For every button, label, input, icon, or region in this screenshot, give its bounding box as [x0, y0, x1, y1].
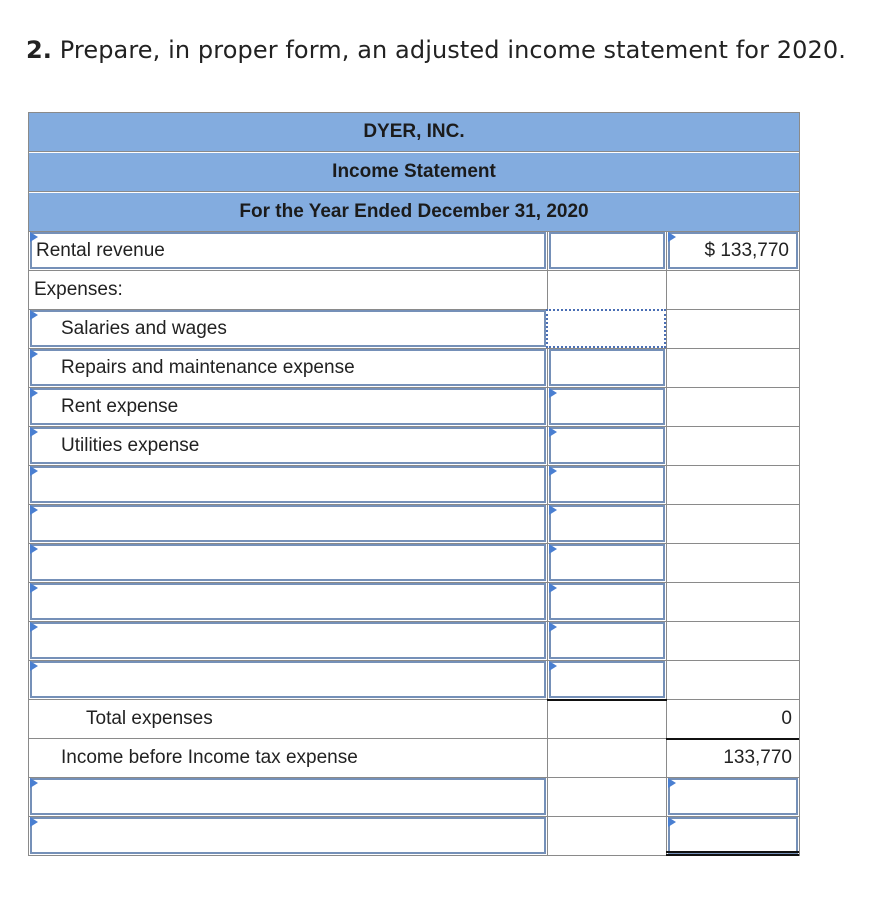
dropdown-marker-icon: [30, 817, 38, 827]
tax-expense-label-input[interactable]: [30, 778, 546, 815]
dropdown-marker-icon: [549, 505, 557, 515]
dropdown-marker-icon: [30, 622, 38, 632]
expense-amount-utilities-input[interactable]: [549, 427, 665, 464]
expense-label-blank-5[interactable]: [30, 622, 546, 659]
dropdown-marker-icon: [668, 817, 676, 827]
expense-amount-blank-5[interactable]: [549, 622, 665, 659]
expense-label-blank-3[interactable]: [30, 544, 546, 581]
expense-label-blank-6[interactable]: [30, 661, 546, 698]
dropdown-marker-icon: [30, 232, 38, 242]
net-income-label-input[interactable]: [30, 817, 546, 854]
question-number: 2.: [26, 36, 53, 64]
expense-amount-blank-3[interactable]: [549, 544, 665, 581]
expense-label-repairs[interactable]: Repairs and maintenance expense: [30, 349, 546, 386]
dropdown-marker-icon: [549, 622, 557, 632]
rental-revenue-label[interactable]: Rental revenue: [30, 232, 546, 269]
dropdown-marker-icon: [30, 349, 38, 359]
dropdown-marker-icon: [30, 466, 38, 476]
expenses-heading: Expenses:: [34, 279, 123, 300]
expense-amount-blank-2[interactable]: [549, 505, 665, 542]
total-expenses-label: Total expenses: [86, 708, 213, 729]
dropdown-marker-icon: [30, 388, 38, 398]
dropdown-marker-icon: [30, 778, 38, 788]
dropdown-marker-icon: [30, 427, 38, 437]
expense-amount-salaries-input[interactable]: [546, 309, 666, 348]
total-expenses-amount: 0: [781, 708, 792, 729]
statement-title: Income Statement: [29, 153, 799, 192]
income-before-tax-amount: 133,770: [723, 747, 792, 768]
expense-label-blank-4[interactable]: [30, 583, 546, 620]
expense-amount-repairs-input[interactable]: [549, 349, 665, 386]
expense-amount-blank-4[interactable]: [549, 583, 665, 620]
dropdown-marker-icon: [549, 466, 557, 476]
dropdown-marker-icon: [30, 544, 38, 554]
company-name: DYER, INC.: [29, 113, 799, 152]
expense-label-utilities[interactable]: Utilities expense: [30, 427, 546, 464]
tax-expense-amount-input[interactable]: [668, 778, 798, 815]
expense-label-rent[interactable]: Rent expense: [30, 388, 546, 425]
dropdown-marker-icon: [30, 310, 38, 320]
expense-amount-rent-input[interactable]: [549, 388, 665, 425]
expense-label-blank-1[interactable]: [30, 466, 546, 503]
dropdown-marker-icon: [30, 505, 38, 515]
question-prompt: [26, 36, 846, 64]
dropdown-marker-icon: [549, 388, 557, 398]
dropdown-marker-icon: [668, 778, 676, 788]
question-text: Prepare, in proper form, an adjusted income statement for 2020.: [59, 36, 846, 64]
net-income-amount-input[interactable]: [668, 817, 798, 854]
dropdown-marker-icon: [30, 661, 38, 671]
dropdown-marker-icon: [549, 427, 557, 437]
expense-label-blank-2[interactable]: [30, 505, 546, 542]
dropdown-marker-icon: [549, 583, 557, 593]
statement-period: For the Year Ended December 31, 2020: [29, 193, 799, 232]
dropdown-marker-icon: [30, 583, 38, 593]
expense-amount-blank-6[interactable]: [549, 661, 665, 698]
rental-revenue-amount[interactable]: $ 133,770: [668, 232, 798, 269]
dropdown-marker-icon: [549, 544, 557, 554]
rental-revenue-mid-input[interactable]: [549, 232, 665, 269]
income-before-tax-label: Income before Income tax expense: [61, 747, 358, 768]
expense-amount-blank-1[interactable]: [549, 466, 665, 503]
expense-label-salaries[interactable]: Salaries and wages: [30, 310, 546, 347]
dropdown-marker-icon: [668, 232, 676, 242]
dropdown-marker-icon: [549, 661, 557, 671]
